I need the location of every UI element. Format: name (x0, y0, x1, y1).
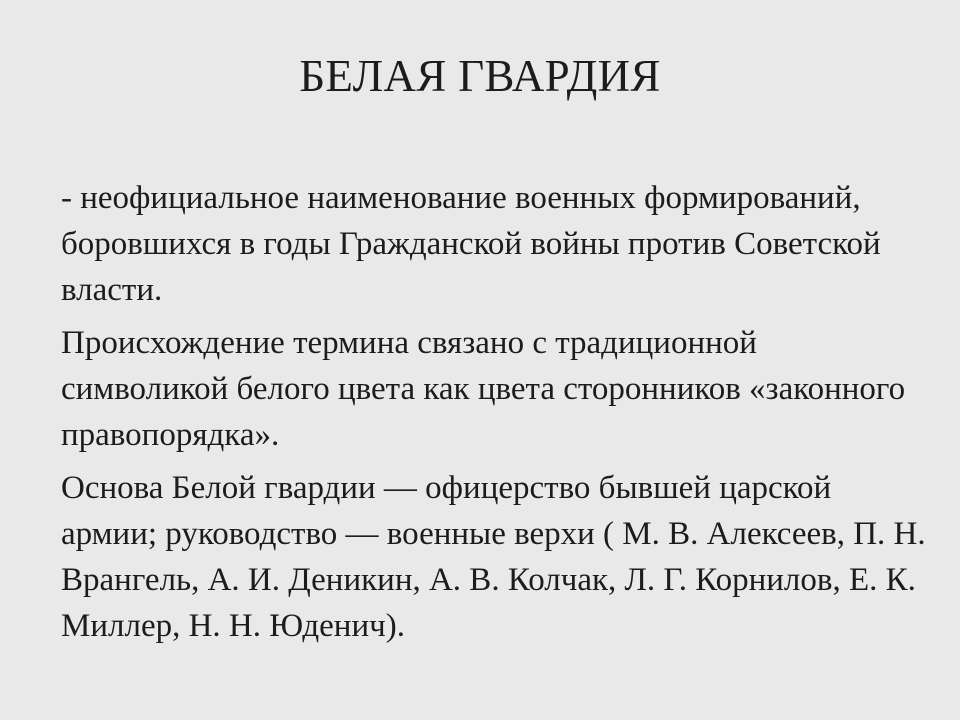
origin-paragraph: Происхождение термина связано с традиционной символикой белого цвета как цвета сторонников «законного правопорядка». (61, 325, 906, 453)
slide-title: БЕЛАЯ ГВАРДИЯ (299, 51, 661, 101)
leadership-paragraph: Основа Белой гвардии — офицерство бывшей царской армии; руководство — военные верхи ( М. В. Алексеев, П. Н. Врангель, А. И. Деникин, А. В. Колчак, Л. Г. Корнилов, Е. К. Миллер, Н. Н. Юденич). (61, 470, 926, 644)
slide-body (61, 175, 931, 656)
definition-paragraph: - неофициальное наименование военных формирований, боровшихся в годы Гражданской войны против Советской власти. (61, 180, 881, 308)
